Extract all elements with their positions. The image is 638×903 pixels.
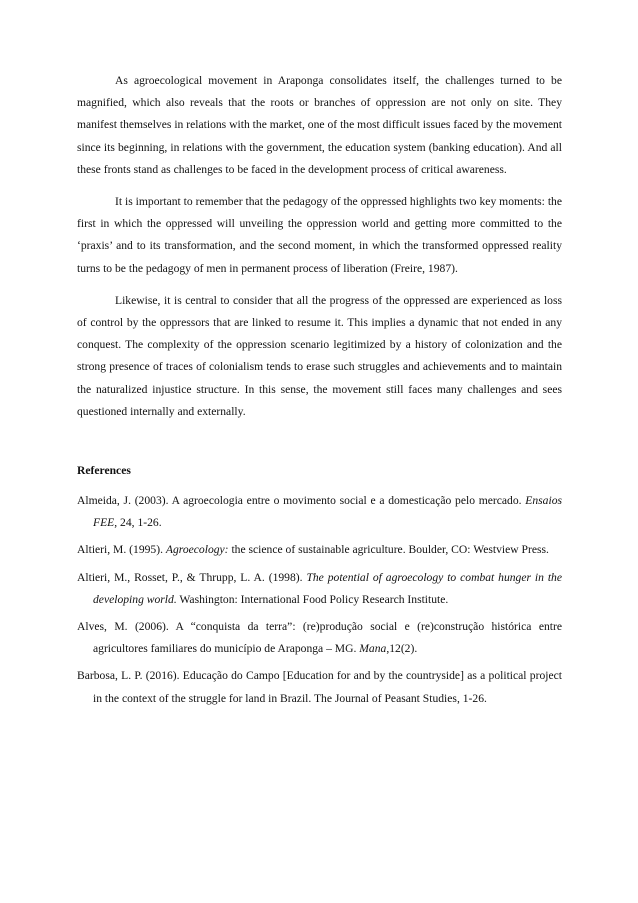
reference-source-italic: Ensaios FEE	[93, 494, 562, 530]
reference-source-italic: Mana	[359, 642, 387, 656]
reference-details: , 24, 1-26.	[114, 516, 162, 530]
reference-entry	[77, 539, 562, 561]
reference-entry	[77, 490, 562, 534]
reference-details: Washington: International Food Policy Research Institute.	[176, 592, 449, 606]
reference-text: Almeida, J. (2003). A agroecologia entre o movimento social e a domesticação pelo mercado.	[77, 494, 526, 508]
document-page	[77, 70, 562, 715]
body-paragraph: Likewise, it is central to consider that all the progress of the oppressed are experienced as loss of control by the oppressors that are linked to resume it. This implies a dynamic that not ended in any conquest. The complexity of the oppression scenario legitimized by a history of colonization and the strong presence of traces of colonialism tends to erase such struggles and achievements and to maintain the naturalized injustice structure. In this sense, the movement still faces many challenges and sees questioned internally and externally.	[77, 293, 562, 418]
reference-text: Alves, M. (2006). A “conquista da terra”: (re)produção social e (re)construção histórica entre agricultores familiares do município de Araponga – MG.	[77, 620, 562, 656]
reference-source-italic: The potential of agroecology to combat hunger in the developing world.	[93, 570, 562, 606]
reference-source-italic: Agroecology:	[165, 543, 229, 557]
reference-text: Altieri, M. (1995).	[77, 543, 166, 557]
reference-details: the science of sustainable agriculture. Boulder, CO: Westview Press.	[228, 543, 549, 557]
references-heading: References	[77, 464, 131, 478]
references-list	[77, 490, 562, 710]
reference-text: Altieri, M., Rosset, P., & Thrupp, L. A. (1998).	[77, 570, 307, 584]
reference-entry	[77, 616, 562, 660]
reference-entry	[77, 665, 562, 709]
reference-details: ,12(2).	[386, 642, 418, 656]
reference-entry	[77, 567, 562, 611]
body-paragraph: As agroecological movement in Araponga consolidates itself, the challenges turned to be magnified, which also reveals that the roots or branches of oppression are not only on site. They manifest themselves in relations with the market, one of the most difficult issues faced by the movement since its beginning, in relations with the government, the education system (banking education). And all these fronts stand as challenges to be faced in the development process of critical awareness.	[77, 74, 562, 176]
body-paragraph: It is important to remember that the pedagogy of the oppressed highlights two key moments: the first in which the oppressed will unveiling the oppression world and getting more committed to the ‘praxis’ and to its transformation, and the second moment, in which the transformed oppressed reality turns to be the pedagogy of men in permanent process of liberation (Freire, 1987).	[77, 195, 562, 275]
reference-text: Barbosa, L. P. (2016). Educação do Campo [Education for and by the countryside] as a political project in the context of the struggle for land in Brazil. The Journal of Peasant Studies, 1-26.	[77, 669, 562, 705]
